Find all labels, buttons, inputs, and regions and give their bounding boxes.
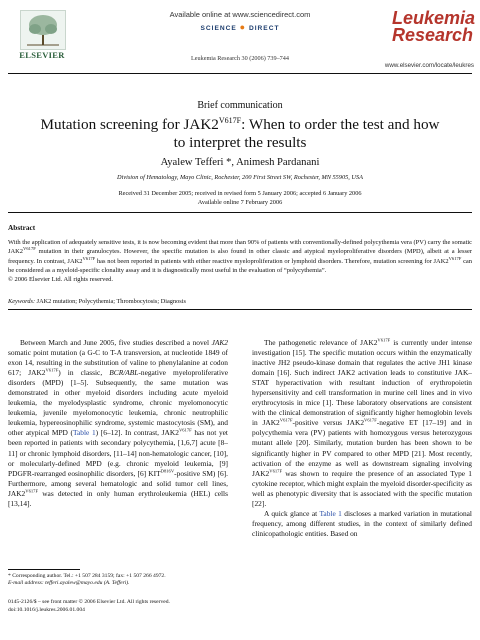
mutation-sup: V617F	[269, 468, 283, 474]
abstract-sup-2: V617F	[82, 255, 96, 261]
authors: Ayalew Tefferi *, Animesh Pardanani	[160, 157, 320, 168]
title-part-b: : When to order the test and how to interpret the results	[173, 116, 440, 151]
body-column-left	[8, 338, 228, 509]
abstract-part-3: has not been reported in patients with either reactive myeloproliferation or lymphoid disorders. Therefore, mutation screening for JAK2	[95, 257, 449, 265]
doi-line[interactable]: doi:10.1016/j.leukres.2006.01.004	[8, 606, 85, 613]
abstract-sup-3: V617F	[448, 255, 462, 261]
body-text: A quick glance at	[264, 508, 320, 518]
available-online-text: Available online at www.sciencedirect.com	[169, 10, 311, 19]
abstract-part-1: With the application of adequately sensitive tests, it is now becoming evident that more than 90% of patients with conventionally-defined polycythemia vera (PV) carry the somatic JAK2	[8, 239, 472, 256]
gene-name: JAK2	[211, 338, 228, 347]
abstract-top-rule	[8, 212, 472, 213]
body-text: ) in classic,	[58, 368, 110, 378]
issn-doi	[8, 599, 232, 614]
body-text: was detected in only human erythroleukemia (HEL) cells [13,14].	[8, 488, 228, 508]
online-date: Available online 7 February 2006	[197, 199, 283, 206]
body-column-right	[252, 338, 472, 539]
body-paragraph	[252, 509, 472, 539]
article-title	[40, 116, 440, 151]
keywords-text: JAK2 mutation; Polycythemia; Thrombocytosis; Diagnosis	[35, 298, 186, 305]
body-text: -negative ET [17–19] and in polycythemia vera (PV) patients with homozygous versus heterozygous mutant allele [20]. Similarly, mutation burden has been shown to be significantly higher in PV compared to other MPD [21]. Most recently, activation of the enzyme as well as downstream signaling involving JAK2	[252, 418, 472, 478]
body-text: ) [6–12]. In contrast, JAK2	[95, 428, 179, 438]
keywords-label: Keywords:	[8, 298, 36, 305]
title-part-a: Mutation screening for JAK2	[40, 116, 219, 133]
mutation-sup: V617F	[45, 367, 59, 373]
publisher-name: ELSEVIER	[19, 50, 65, 60]
abstract-heading: Abstract	[8, 223, 36, 232]
body-text: -negative myeloproliferative disorders (MPD) [1–5]. Subsequently, the same mutation was demonstrated in other myeloid disorders including acute myeloid leukemia, the myelodysplastic syndrome, chronic myelomonocytic leukemia, juvenile myelomonocytic leukemia, chronic neutrophilic leukemia, hypereosinophilic syndrome, systemic mastocytosis (SM), and other atypical MPD (	[8, 368, 228, 438]
abstract-sup-1: V617F	[23, 246, 36, 252]
keywords	[8, 298, 472, 305]
keywords-bottom-rule	[8, 309, 472, 310]
sciencedirect-logo	[176, 22, 304, 32]
table-1-link[interactable]: Table 1	[73, 428, 96, 438]
footnote-email[interactable]: E-mail address: tefferi.ayalew@mayo.edu (A. Tefferi).	[8, 580, 130, 587]
journal-logo-line2: Research	[392, 25, 474, 45]
mutation-sup: D816V	[160, 468, 175, 474]
body-text: is currently under intense investigation [15]. The specific mutation occurs within the enzymatically inactive JH2 pseudo-kinase domain that regulates the active JH1 kinase domain [16]. Such indirect JAK2 activation leads to constitutive JAK–STAT hyperactivation with resultant induction of erythropoietin hypersensitivity and cell transformation in murine cell lines and in vivo erythrocytosis in mice [1]. These laboratory observations are consistent with the clinical demonstration of significantly higher hemoglobin levels in JAK2	[252, 338, 472, 428]
abstract-part-2: mutation in their granulocytes. However, the specific mutation is also found in other classic and atypical myeloproliferative disorders (MPD), albeit at a lesser frequency. In contrast, JAK2	[8, 248, 472, 265]
footnote-contact: * Corresponding author. Tel.: +1 507 284 3159; fax: +1 507 266 4972.	[8, 573, 166, 579]
sciencedirect-dot-icon: ●	[239, 22, 247, 32]
abstract-part-4: can be considered as a myeloid-specific clonality assay and it is diagnostically most useful in the evaluation of “polycythemia”.	[8, 257, 472, 275]
title-superscript: V617F	[218, 115, 242, 125]
elsevier-logo	[12, 8, 72, 60]
issn-line: 0145-2126/$ – see front matter © 2006 Elsevier Ltd. All rights reserved.	[8, 599, 170, 605]
sciencedirect-left: SCIENCE	[200, 25, 237, 32]
body-text: was shown to require the presence of an associated Type 1 cytokine receptor, which might explain the myeloid disorder-specificity as well as phenotypic diversity that is associated with the specific mutation [22].	[252, 468, 472, 508]
body-text: Between March and June 2005, five studies described a novel	[20, 338, 212, 347]
body-paragraph	[8, 338, 228, 509]
mutation-sup: V617F	[377, 337, 391, 343]
body-text: has not yet been reported in patients with secondary polycythemia, [1,6,7] acute [8–11] or chronic lymphoid disorders, [11–14] non-hematologic cancer, [10], or molecularly-defined MPD (e.g. chronic myeloid leukemia, [9] PDGFR-rearranged eosinophilic disorders, [6] KIT	[8, 428, 228, 478]
received-dates: Received 31 December 2005; received in revised form 5 January 2006; accepted 6 January 2006	[118, 190, 362, 197]
mutation-sup: V617F	[25, 488, 39, 494]
journal-citation: Leukemia Research 30 (2006) 739–744	[191, 55, 289, 62]
elsevier-tree-icon	[20, 10, 66, 50]
mutation-sup: V617F	[279, 417, 293, 423]
journal-logo	[392, 8, 476, 45]
table-1-link[interactable]: Table 1	[319, 508, 342, 518]
abstract-copyright: © 2006 Elsevier Ltd. All rights reserved.	[8, 276, 114, 284]
body-text: somatic point mutation (a G-C to T-A transversion, at nucleotide 1849 of exon 14, resulting in the substitution of valine to phenylalanine at codon 617; JAK2	[8, 348, 228, 378]
abstract-text	[8, 238, 472, 285]
corresponding-author-footnote	[8, 573, 232, 588]
body-text: discloses a marked variation in mutational frequency, among different studies, in the context of similarly defined clinicopathologic entities. Based on	[252, 508, 472, 538]
sciencedirect-right: DIRECT	[248, 25, 280, 32]
journal-url[interactable]: www.elsevier.com/locate/leukres	[384, 62, 474, 69]
mutation-sup: V617F	[178, 427, 192, 433]
body-paragraph	[252, 338, 472, 509]
body-text: -positive SM) [6]. Furthermore, among several hematologic and solid tumor cell lines, JAK2	[8, 468, 228, 498]
journal-logo-line1: Leukemia	[392, 8, 476, 28]
body-text: The pathogenetic relevance of JAK2	[264, 338, 378, 347]
gene-name: BCR/ABL	[109, 368, 139, 378]
article-type: Brief communication	[197, 100, 283, 111]
mutation-sup: V617F	[364, 417, 377, 423]
affiliation: Division of Hematology, Mayo Clinic, Rochester, 200 First Street SW, Rochester, MN 55905, USA	[117, 174, 363, 181]
footnote-rule	[8, 569, 80, 570]
header-rule	[8, 73, 472, 74]
body-text: -positive versus JAK2	[292, 418, 365, 428]
